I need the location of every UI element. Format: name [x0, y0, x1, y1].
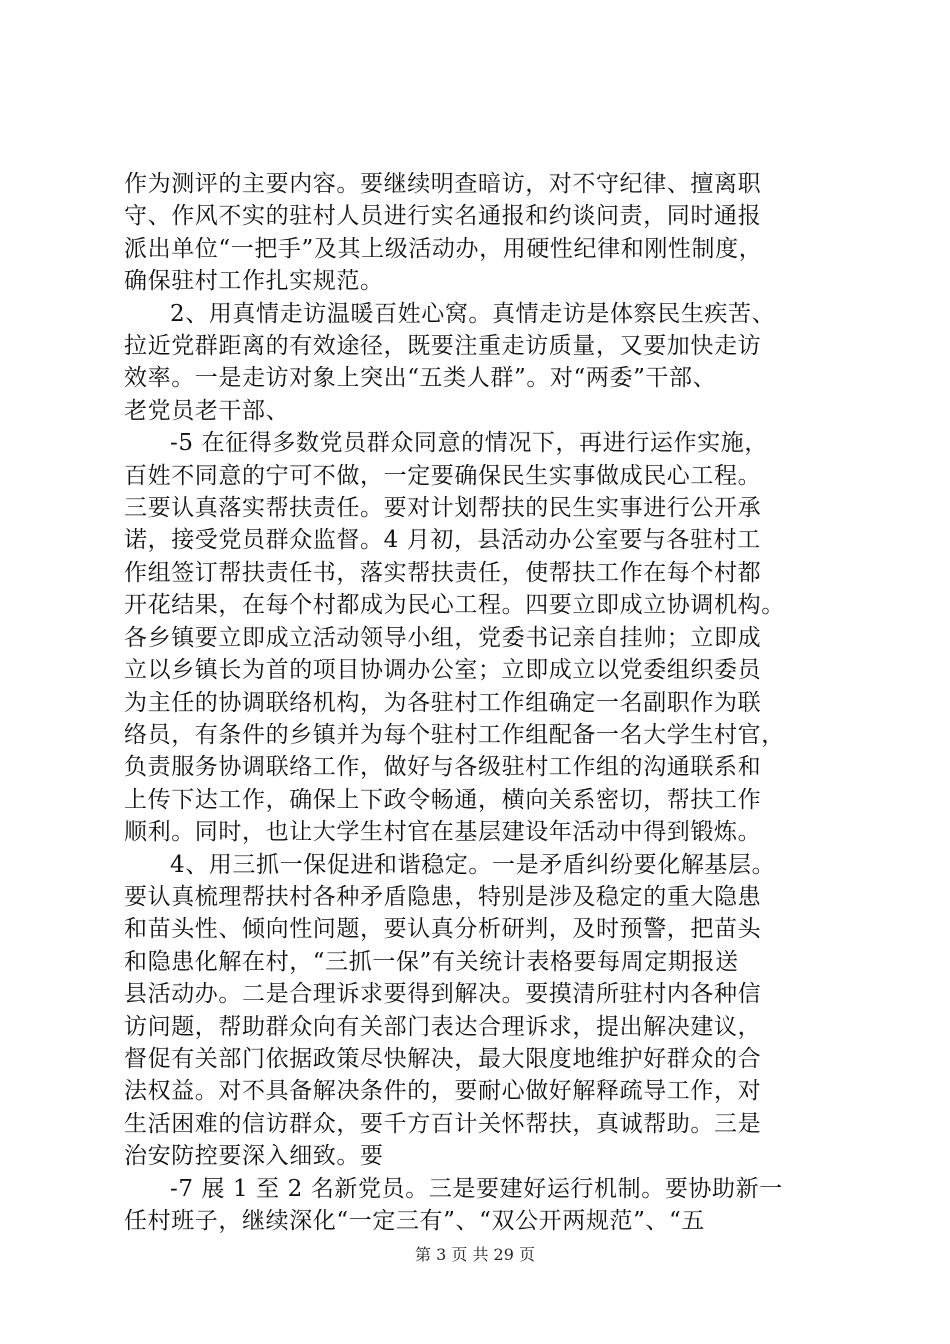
- text-line: 作为测评的主要内容。要继续明查暗访，对不守纪律、擅离职: [124, 171, 762, 197]
- text-line: 络员，有条件的乡镇并为每个驻村工作组配备一名大学生村官，: [124, 721, 785, 748]
- text-line: 2、用真情走访温暖百姓心窝。真情走访是体察民生疾苦、: [170, 300, 776, 327]
- text-line: 开花结果，在每个村都成为民心工程。四要立即成立协调机构。: [124, 592, 785, 619]
- text-line: 生活困难的信访群众，要千方百计关怀帮扶，真诚帮助。三是: [124, 1110, 762, 1137]
- text-line: 各乡镇要立即成立活动领导小组，党委书记亲自挂帅；立即成: [124, 624, 762, 651]
- document-body: [124, 168, 834, 1237]
- text-line: 作组签订帮扶责任书，落实帮扶责任，使帮扶工作在每个村都: [124, 559, 762, 586]
- text-line: 诺，接受党员群众监督。4 月初，县活动办公室要与各驻村工: [124, 527, 761, 554]
- text-line: 守、作风不实的驻村人员进行实名通报和约谈问责，同时通报: [124, 203, 762, 230]
- text-line: 和隐患化解在村，“三抓一保”有关统计表格要每周定期报送: [124, 948, 739, 975]
- text-line: -5 在征得多数党员群众同意的情况下，再进行运作实施，: [170, 430, 768, 457]
- text-line: 任村班子，继续深化“一定三有”、“双公开两规范”、“五: [124, 1208, 705, 1234]
- text-line: 顺利。同时，也让大学生村官在基层建设年活动中得到锻炼。: [124, 819, 762, 846]
- page-footer: 第 3 页 共 29 页: [415, 1245, 535, 1264]
- text-line: 三要认真落实帮扶责任。要对计划帮扶的民生实事进行公开承: [124, 495, 762, 522]
- text-line: 要认真梳理帮扶村各种矛盾隐患，特别是涉及稳定的重大隐患: [124, 883, 762, 910]
- text-line: 县活动办。二是合理诉求要得到解决。要摸清所驻村内各种信: [124, 981, 762, 1008]
- text-line: 4、用三抓一保促进和谐稳定。一是矛盾纠纷要化解基层。: [170, 851, 776, 878]
- text-line: 负责服务协调联络工作，做好与各级驻村工作组的沟通联系和: [124, 754, 762, 781]
- text-line: 法权益。对不具备解决条件的，要耐心做好解释疏导工作，对: [124, 1078, 762, 1105]
- text-line: 老党员老干部、: [124, 397, 290, 424]
- text-line: 拉近党群距离的有效途径，既要注重走访质量，又要加快走访: [124, 333, 762, 360]
- text-line: 上传下达工作，确保上下政令畅通，横向关系密切，帮扶工作: [124, 786, 762, 813]
- text-line: 访问题，帮助群众向有关部门表达合理诉求，提出解决建议，: [124, 1013, 762, 1040]
- text-line: 和苗头性、倾向性问题，要认真分析研判，及时预警，把苗头: [124, 916, 762, 943]
- text-line: 督促有关部门依据政策尽快解决，最大限度地维护好群众的合: [124, 1045, 762, 1072]
- text-line: 治安防控要深入细致。要: [124, 1143, 384, 1170]
- text-line: 效率。一是走访对象上突出“五类人群”。对“两委”干部、: [124, 365, 717, 392]
- text-line: 为主任的协调联络机构，为各驻村工作组确定一名副职作为联: [124, 689, 762, 716]
- text-line: 确保驻村工作扎实规范。: [124, 268, 384, 295]
- text-line: 立以乡镇长为首的项目协调办公室；立即成立以党委组织委员: [124, 657, 762, 684]
- text-line: 百姓不同意的宁可不做，一定要确保民生实事做成民心工程。: [124, 462, 762, 489]
- text-line: -7 展 1 至 2 名新党员。三是要建好运行机制。要协助新一: [170, 1175, 783, 1202]
- text-line: 派出单位“一把手”及其上级活动办，用硬性纪律和刚性制度，: [124, 235, 763, 262]
